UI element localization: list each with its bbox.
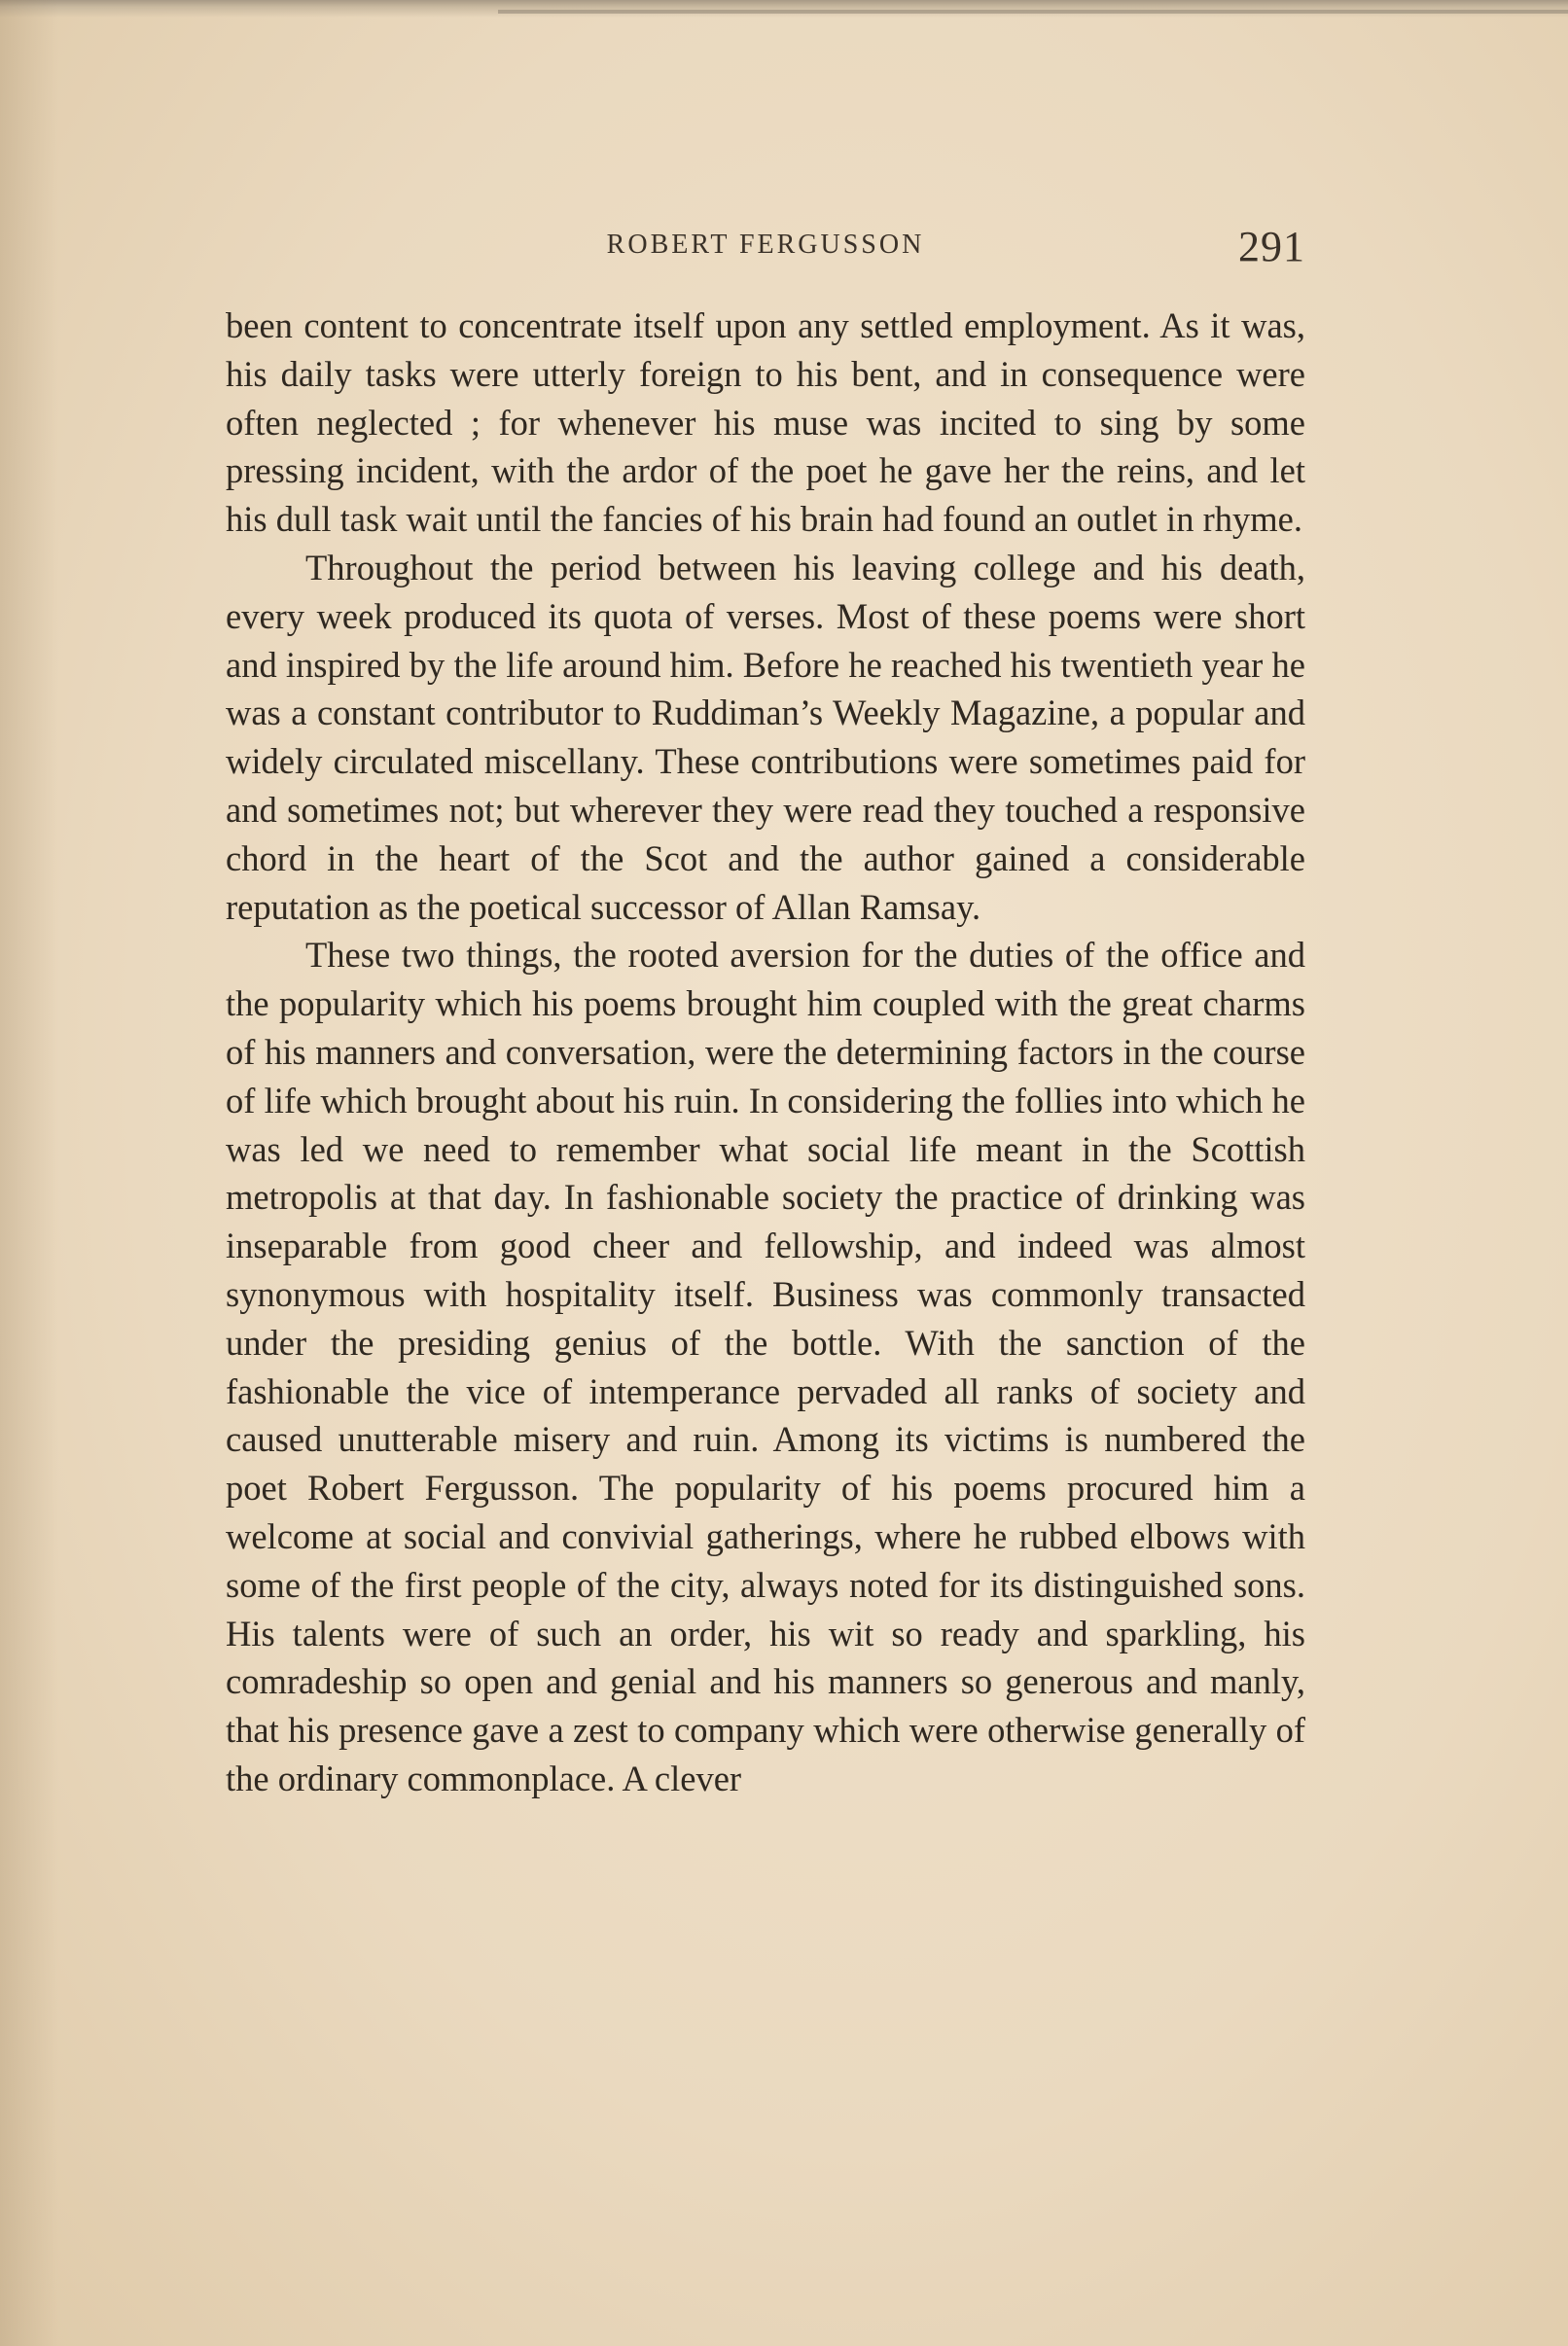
page-header bbox=[226, 222, 1305, 280]
page-edge-line bbox=[498, 10, 1568, 14]
running-head: ROBERT FERGUSSON bbox=[606, 230, 925, 260]
paragraph-1: been content to concentrate itself upon any settled employment. As it was, his daily tasks were utterly foreign to his bent, and in consequence were often neglected ; for whenever his muse was incited to sing by some pressing incident, with the ardor of the poet he gave her the reins, and let his dull task wait until the fancies of his brain had found an outlet in rhyme. bbox=[226, 305, 1305, 540]
page-number: 291 bbox=[1238, 223, 1305, 270]
paragraph-3: These two things, the rooted aversion for the duties of the office and the popularity which his poems brought him coupled with the great charms of his manners and conversation, were the determining factors in the course of life which brought about his ruin. In considering the follies into which he was led we need to remember what social life meant in the Scottish metropolis at that day. In fashionable society the practice of drinking was inseparable from good cheer and fellowship, and indeed was almost synonymous with hospitality itself. Business was commonly transacted under the presiding genius of the bottle. With the sanction of the fashionable the vice of intemperance pervaded all ranks of society and caused unutterable misery and ruin. Among its victims is numbered the poet Robert Fergusson. The popularity of his poems procured him a welcome at social and convivial gatherings, where he rubbed elbows with some of the first people of the city, always noted for its distinguished sons. His talents were of such an order, his wit so ready and sparkling, his comradeship so open and genial and his manners so generous and manly, that his presence gave a zest to company which were otherwise generally of the ordinary commonplace. A clever bbox=[226, 935, 1305, 1798]
binding-shadow bbox=[0, 0, 58, 2346]
page-top-edge bbox=[0, 0, 1568, 18]
paragraph-2: Throughout the period between his leaving college and his death, every week produced its quota of verses. Most of these poems were short and inspired by the life around him. Before he reached his twentieth year he was a constant contributor to Ruddiman’s Weekly Magazine, a popular and widely circulated miscellany. These contributions were sometimes paid for and sometimes not; but wherever they were read they touched a responsive chord in the heart of the Scot and the author gained a considerable reputation as the poetical successor of Allan Ramsay. bbox=[226, 547, 1305, 927]
body-text bbox=[226, 302, 1305, 1803]
